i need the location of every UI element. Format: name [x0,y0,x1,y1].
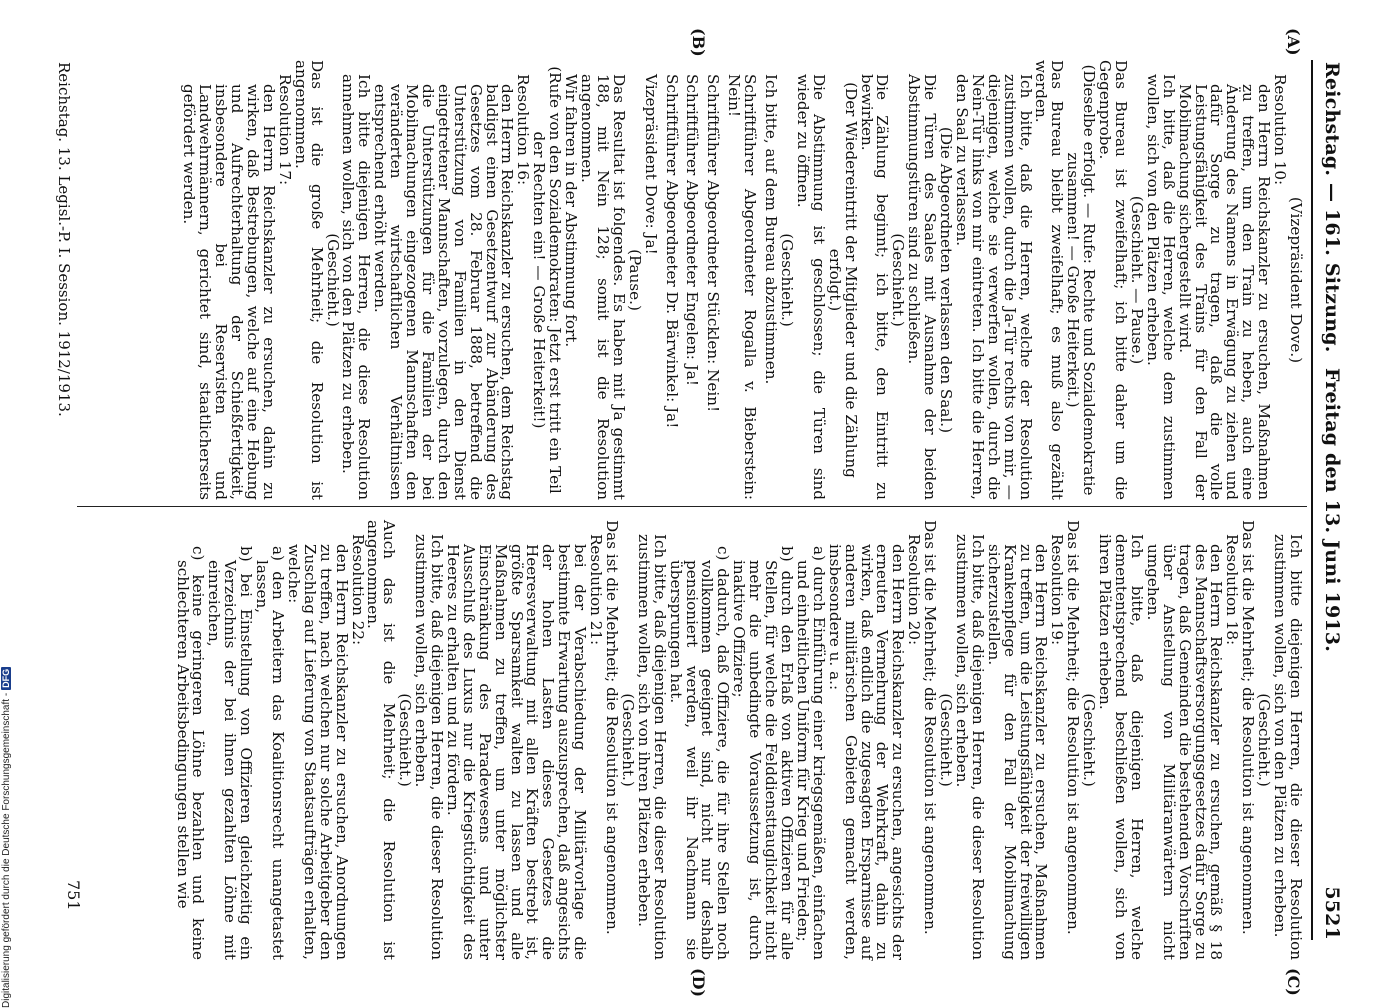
footer-session: Reichstag. 13. Legisl.-P. I. Session. 1912/1913. [55,62,73,417]
stage-direction: (Pause.) [625,249,644,311]
resolution-heading: Resolution 17: [275,74,294,186]
paragraph: Das Resultat ist folgendes. Es haben mit Ja gestimmt 188, mit Nein 128; somit ist die Resolution angenommen. [578,74,628,500]
speaker-line: (Vizepräsident Dove.) [1287,196,1305,364]
stage-direction: (Rufe von den Sozialdemokraten: Jetzt erst tritt ein Teil der Rechten ein! — Große Heiterkeit!) [530,66,565,494]
paragraph: Ich bitte, daß diejenigen Herren, die dieser Resolution zustimmen wollen, sich erheben. [412,534,447,960]
resolution-heading: Resolution 19: [1048,534,1067,646]
resolution-text: den Herrn Reichskanzler zu ersuchen, Maßnahmen zu treffen, um die Leistungsfähigkeit der freiwilligen Krankenpflege für den Fall der Mobilmachung sicherzustellen. [984,544,1051,960]
stage-direction: (Die Abgeordneten verlassen den Saal.) [937,126,956,434]
stage-direction: (Der Wiedereintritt der Mitglieder und die Zählung erfolgt.) [825,82,860,478]
paragraph: Ich bitte, auf dem Bureau abzustimmen. [762,74,781,385]
paragraph: Ich bitte, daß diejenigen Herren, die dieser Resolution zustimmen wollen, sich erheben. [952,534,987,960]
stage-direction: (Geschieht.) [396,693,415,787]
header-left: Reichstag. — 161. Sitzung. [1321,62,1343,353]
resolution-text: den Herrn Reichskanzler zu ersuchen, Anordnungen zu treffen, nach welchen nur solche Arbeitgeber den Zuschlag auf Lieferung von Staatsaufträgen erhalten, welche: [284,544,351,960]
resolution-heading: Resolution 18: [1223,534,1242,646]
vote-line: Schriftführer Abgeordneter Dr. Bärwinkel: Ja! [662,74,681,429]
resolution-heading: Resolution 10: [1271,74,1290,186]
stage-direction: (Geschieht.) [937,693,956,787]
list-item: a) durch Einführung einer kriegsgemäßen, einfachen und einheitlichen Uniform für Krieg und Frieden; [793,546,828,960]
stage-direction: (Geschieht.) [618,693,637,787]
stage-direction: (Geschieht.) [889,233,908,327]
paragraph: Ich bitte, daß die Herren, welche dem zustimmen wollen, sich von den Plätzen erheben. [1143,74,1178,500]
paragraph: Ich bitte, daß die Herren, welche der Resolution zustimmen wollen, durch die Ja-Tür rechts von mir, — diejenigen, welche sie verwerfen wollen, durch die Nein-Tür links von mir eintreten. Ich bitte die Herren, den Saal zu verlassen. [952,74,1035,500]
list-item: c) keine geringeren Löhne bezahlen und keine schlechteren Arbeitsbedingungen stellen wie [173,546,208,960]
paragraph: Die Abstimmung ist geschlossen; die Türen sind wieder zu öffnen. [793,74,828,500]
margin-marker-d: (D) [689,968,708,998]
stage-direction: (Geschieht.) [1080,693,1099,787]
header-center: Freitag den 13. Juni 1913. [1321,367,1343,653]
stage-direction: (Geschieht.) [1255,693,1274,787]
resolution-text: den Herrn Reichskanzler zu ersuchen, Maßnahmen zu treffen, um den Train zu heben, auch eine Änderung des Namens in Erwägung zu ziehen und dafür Sorge zu tragen, daß die volle Leistungsfähigkeit des Trains für den Fall der Mobilmachung sichergestellt wird. [1175,84,1274,500]
vote-line: Schriftführer Abgeordneter Stücklen: Nein! [704,74,723,413]
footer-signature: 751 [64,880,83,911]
paragraph: Das Bureau ist zweifelhaft; ich bitte daher um die Gegenprobe. [1096,60,1131,500]
right-column [174,520,1303,960]
margin-marker-b: (B) [689,28,708,57]
resolution-heading: Resolution 21: [587,534,606,646]
vote-line: Schriftführer Abgeordneter Rogalla v. Bieberstein: Nein! [725,74,760,500]
paragraph: Das ist die Mehrheit; die Resolution ist angenommen. [1239,520,1258,935]
paragraph: Das ist die Mehrheit; die Resolution ist angenommen. [603,520,622,935]
paragraph: Das ist die Mehrheit; die Resolution ist angenommen. [1064,520,1083,935]
stage-direction: (Geschieht.) [778,233,796,327]
funding-text: Digitalisierung gefördert durch die Deutsche Forschungsgemeinschaft - [1,692,12,1008]
resolution-text: den Herrn Reichskanzler zu ersuchen, angesichts der erneuten Vermehrung der Wehrkraft, dahin zu wirken, daß endlich die zugesagten Ersparnisse auf anderen militärischen Gebieten gemacht werden, insbesondere u. a.: [825,544,908,960]
stage-direction: (Geschieht. — Pause.) [1127,195,1146,365]
paragraph: Das Bureau bleibt zweifelhaft; es muß also gezählt werden. [1032,60,1067,500]
paragraph: Wir fahren in der Abstimmung fort. [562,74,581,348]
paragraph: Die Zählung beginnt; ich bitte, den Eintritt zu bewirken. [857,74,892,500]
column-divider [77,506,1307,507]
left-column [180,60,1303,500]
vote-line: Vizepräsident Dove: Ja! [641,74,660,255]
resolution-text: den Herrn Reichskanzler zu ersuchen, gemäß § 18 des Mannschaftsversorgungsgesetzes dafür Sorge zu tragen, daß Gemeinden die bestehenden Vorschriften über Anstellung von Militäranwärtern nicht umgehen. [1143,544,1226,960]
resolution-heading: Resolution 16: [514,74,533,186]
stage-direction: (Geschieht.) [323,233,342,327]
dfg-logo: DFG [1,668,11,688]
paragraph: Das ist die große Mehrheit; die Resolution ist angenommen. [291,60,326,500]
paragraph: Ich bitte, daß diejenigen Herren, die dieser Resolution zustimmen wollen, sich von ihren Plätzen erheben. [634,534,669,960]
list-item: a) den Arbeitern das Koalitionsrecht unangetastet lassen, [253,546,287,960]
stage-direction: (Dieselbe erfolgt. — Rufe: Rechte und Sozialdemokratie zusammen! — Große Heiterkeit.) [1064,64,1099,496]
header-rule [1311,60,1313,940]
paragraph: Ich bitte diejenigen Herren, die diese Resolution annehmen wollen, sich von den Plätzen zu erheben. [339,74,374,500]
list-item: b) bei Einstellung von Offizieren gleichzeitig ein Verzeichnis der bei ihnen gezahlten Löhne mit einreichen, [205,546,256,960]
list-item: c) dadurch, daß Offiziere, die für ihre Stellen noch vollkommen geeignet sind, nicht nur deshalb pensioniert werden, weil ihr Nachmann sie übersprungen hat. [666,546,733,960]
vote-line: Schriftführer Abgeordneter Engelen: Ja! [683,74,702,386]
page-number: 5521 [1321,886,1343,940]
paragraph: Das ist die Mehrheit; die Resolution ist angenommen. [921,520,940,935]
paragraph: Ich bitte, daß diejenigen Herren, welche demententsprechend beschließen wollen, sich von ihren Plätzen erheben. [1096,534,1146,960]
resolution-heading: Resolution 20: [905,534,924,646]
resolution-heading: Resolution 22: [348,534,367,646]
margin-marker-a: (A) [1284,28,1303,56]
resolution-text: den Herrn Reichskanzler zu ersuchen, dem Reichstag baldigst einen Gesetzentwurf zur Abänderung des Gesetzes vom 28. Februar 1888, betreffend die Unterstützung von Familien in den Dienst eingetretener Mannschaften, vorzulegen, durch den die Unterstützungen für die Familien der bei Mobilmachungen eingezogenen Mannschaften den veränderten wirtschaftlichen Verhältnissen entsprechend erhöht werden. [371,84,517,500]
resolution-text: bei der Verabschiedung der Militärvorlage die bestimmte Erwartung auszusprechen, daß angesichts der hohen Lasten dieses Gesetzes die Heeresverwaltung mit allen Kräften bestrebt ist, größte Sparsamkeit walten zu lassen und alle Maßnahmen zu treffen, um unter möglichster Einschränkung des Paradewesens und unter Ausschluß des Luxus nur die Kriegstüchtigkeit des Heeres zu erhalten und zu fördern. [443,544,590,960]
paragraph: Auch das ist die Mehrheit; die Resolution ist angenommen. [364,520,399,960]
paragraph: Die Türen des Saales mit Ausnahme der beiden Abstimmungstüren sind zu schließen. [905,74,940,500]
list-item: b) durch den Erlaß von aktiven Offizieren für alle Stellen, für welche die Felddiensttauglichkeit nicht mehr die unbedingte Voraussetzung ist, durch inaktive Offiziere; [730,546,796,960]
margin-marker-c: (C) [1284,968,1303,996]
resolution-text: den Herrn Reichskanzler zu ersuchen, dahin zu wirken, daß Bestrebungen, welche auf eine Hebung und Aufrechterhaltung der Schießfertigkeit, insbesondere bei Reservisten und Landwehrmännern, gerichtet sind, staatlicherseits gefördert werden. [180,84,278,500]
paragraph: Ich bitte diejenigen Herren, die dieser Resolution zustimmen wollen, sich von den Plätzen zu erheben. [1271,534,1305,960]
